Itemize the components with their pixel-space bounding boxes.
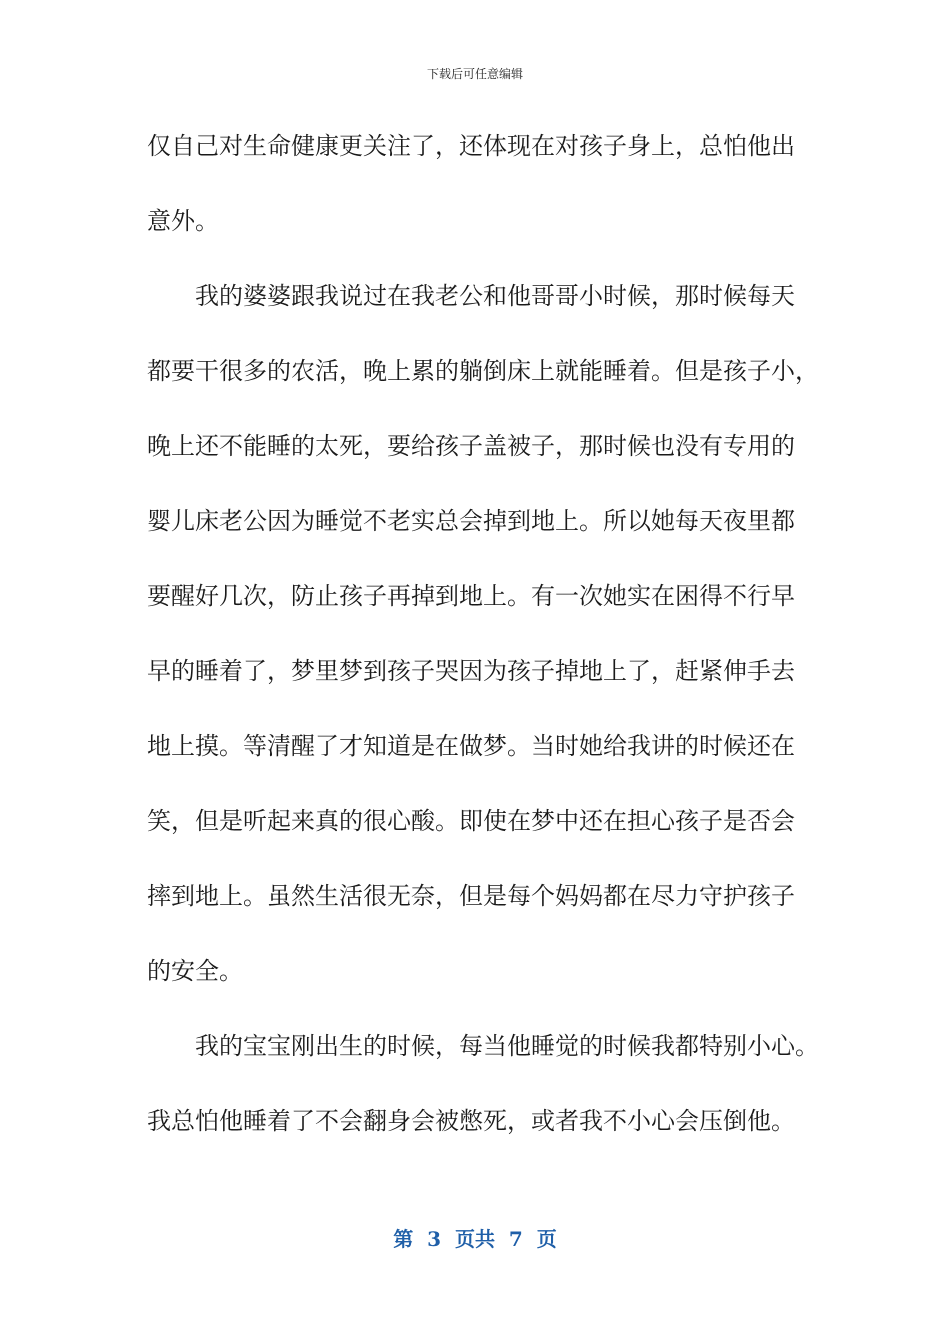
header-note: 下载后可任意编辑 (426, 67, 523, 81)
document-body (147, 124, 819, 1174)
body-line-7: 要醒好几次，防止孩子再掉到地上。有一次她实在困得不行早 (147, 582, 795, 610)
body-line-8: 早的睡着了，梦里梦到孩子哭因为孩子掉地上了，赶紧伸手去 (147, 657, 795, 685)
body-line-13: 我的宝宝刚出生的时候，每当他睡觉的时候我都特别小心。 (195, 1032, 819, 1060)
body-line-2: 意外。 (147, 207, 219, 235)
page-footer (0, 1226, 950, 1252)
body-line-10: 笑，但是听起来真的很心酸。即使在梦中还在担心孩子是否会 (147, 807, 795, 835)
body-line-3: 我的婆婆跟我说过在我老公和他哥哥小时候，那时候每天 (195, 282, 795, 310)
body-line-4: 都要干很多的农活，晚上累的躺倒床上就能睡着。但是孩子小， (147, 357, 819, 385)
body-line-1: 仅自己对生命健康更关注了，还体现在对孩子身上，总怕他出 (147, 132, 795, 160)
body-line-9: 地上摸。等清醒了才知道是在做梦。当时她给我讲的时候还在 (147, 732, 795, 760)
body-line-5: 晚上还不能睡的太死，要给孩子盖被子，那时候也没有专用的 (147, 432, 795, 460)
page-number-label: 第 3 页共 7 页 (393, 1227, 557, 1251)
body-line-14: 我总怕他睡着了不会翻身会被憋死，或者我不小心会压倒他。 (147, 1107, 795, 1135)
body-line-11: 摔到地上。虽然生活很无奈，但是每个妈妈都在尽力守护孩子 (147, 882, 795, 910)
body-line-6: 婴儿床老公因为睡觉不老实总会掉到地上。所以她每天夜里都 (147, 507, 795, 535)
body-line-12: 的安全。 (147, 957, 243, 985)
